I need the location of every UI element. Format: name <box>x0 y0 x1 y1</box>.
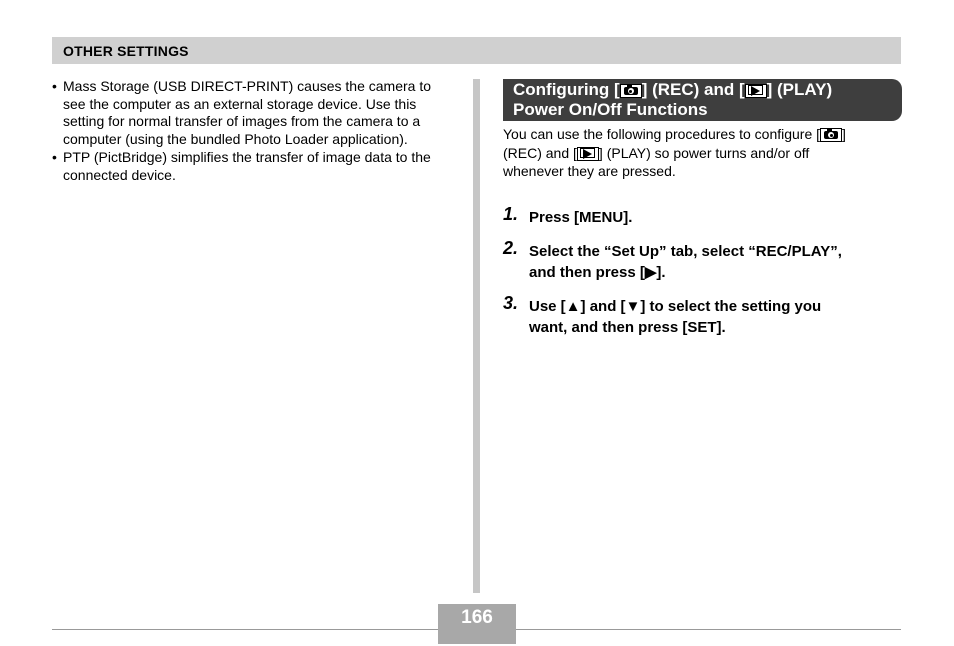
list-item <box>52 149 452 184</box>
bullet-text: PTP (PictBridge) simplifies the transfer of image data to the connected device. <box>63 148 431 183</box>
camera-icon <box>820 128 842 142</box>
play-icon <box>745 84 767 98</box>
step-number: 1. <box>503 203 519 224</box>
right-column <box>503 79 903 338</box>
section-label: OTHER SETTINGS <box>63 43 189 59</box>
step-text: Select the “Set Up” tab, select “REC/PLAY”, <box>529 243 842 260</box>
step-1 <box>503 203 903 229</box>
bullet-dot: • <box>52 78 57 94</box>
step-2 <box>503 238 903 283</box>
left-column <box>52 78 452 184</box>
page-number-tab <box>438 604 516 644</box>
section-header-bar <box>52 37 901 64</box>
step-number: 2. <box>503 238 519 258</box>
intro-paragraph: You can use the following procedures to configure [ ] (REC) and [ ] (PLAY) so power turns and/or off whenever they are pressed. <box>503 126 846 179</box>
section-title: Configuring [ ] (REC) and [ ] (PLAY) Power On/Off Functions <box>503 79 902 121</box>
step-text: Press [MENU]. <box>529 208 633 226</box>
list-item <box>52 78 452 149</box>
step-3 <box>503 293 903 338</box>
camera-icon <box>620 84 642 98</box>
step-number: 3. <box>503 293 519 313</box>
bullet-text: Mass Storage (USB DIRECT-PRINT) causes the camera to see the computer as an external storage device. Use this setting for normal transfer of images from the camera to a computer (using the bundled Photo Loader application). <box>63 78 431 148</box>
page-number: 166 <box>461 607 493 628</box>
step-text: Use [▲] and [▼] to select the setting you <box>529 298 822 315</box>
step-text: want, and then press [SET]. <box>529 318 726 336</box>
step-text: and then press [▶]. <box>529 263 666 281</box>
play-icon <box>577 147 599 161</box>
column-divider <box>473 79 480 593</box>
bullet-dot: • <box>52 148 57 165</box>
